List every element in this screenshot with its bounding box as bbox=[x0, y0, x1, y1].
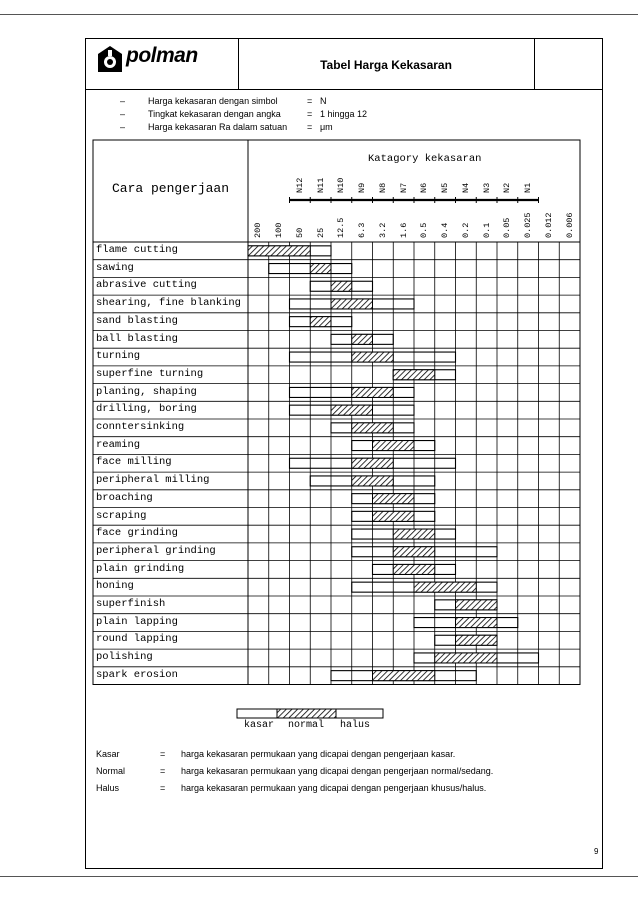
process-label: ball blasting bbox=[96, 332, 178, 345]
legend-text: Tingkat kekasaran dengan angka bbox=[148, 109, 281, 119]
n-class-label: N6 bbox=[419, 182, 430, 193]
legend-text: Harga kekasaran Ra dalam satuan bbox=[148, 122, 288, 132]
note-text: harga kekasaran permukaan yang dicapai dengan pengerjaan normal/sedang. bbox=[181, 766, 494, 776]
normal-range-bar bbox=[435, 653, 497, 663]
process-label: superfine turning bbox=[96, 367, 204, 380]
normal-range-bar bbox=[352, 476, 394, 486]
process-label: drilling, boring bbox=[96, 403, 197, 416]
normal-range-bar bbox=[373, 441, 415, 451]
brand-name: polman bbox=[126, 44, 198, 67]
n-class-label: N12 bbox=[294, 177, 305, 193]
ra-value-label: 0.5 bbox=[419, 222, 430, 238]
n-class-label: N5 bbox=[440, 182, 451, 193]
method-header: Cara pengerjaan bbox=[112, 181, 230, 196]
ra-value-label: 0.006 bbox=[564, 212, 575, 238]
key-normal-label: normal bbox=[288, 720, 325, 731]
process-label: round lapping bbox=[96, 633, 178, 646]
ra-value-label: 50 bbox=[294, 227, 305, 238]
process-label: abrasive cutting bbox=[96, 279, 197, 292]
process-label: honing bbox=[96, 580, 134, 593]
process-label: plain lapping bbox=[96, 615, 178, 628]
page-number: 9 bbox=[594, 847, 599, 856]
key-bar bbox=[236, 708, 386, 720]
n-class-label: N3 bbox=[481, 182, 492, 193]
normal-range-bar bbox=[373, 511, 415, 521]
note-term: Halus bbox=[96, 783, 120, 793]
normal-range-bar bbox=[393, 370, 435, 380]
category-header: Katagory kekasaran bbox=[368, 153, 482, 165]
legend-equals: = bbox=[307, 96, 313, 106]
ra-value-label: 12.5 bbox=[336, 217, 347, 238]
normal-range-bar bbox=[352, 352, 394, 362]
legend-equals: = bbox=[307, 122, 313, 132]
ra-value-label: 0.025 bbox=[523, 212, 534, 238]
normal-range-bar bbox=[373, 494, 415, 504]
ra-value-label: 0.012 bbox=[543, 212, 554, 238]
normal-range-bar bbox=[310, 264, 331, 274]
normal-range-bar bbox=[393, 529, 435, 539]
process-label: peripheral grinding bbox=[96, 544, 216, 557]
process-label: peripheral milling bbox=[96, 474, 210, 487]
legend-value: N bbox=[320, 96, 327, 106]
normal-range-bar bbox=[310, 317, 331, 327]
normal-range-bar bbox=[352, 334, 373, 344]
process-label: sawing bbox=[96, 261, 134, 274]
ra-value-label: 3.2 bbox=[377, 222, 388, 238]
n-class-label: N4 bbox=[460, 182, 471, 193]
key-fine-label: halus bbox=[340, 720, 371, 731]
normal-range-bar bbox=[393, 564, 435, 574]
normal-range-bar bbox=[331, 281, 352, 291]
process-label: planing, shaping bbox=[96, 385, 197, 398]
process-label: shearing, fine blanking bbox=[96, 297, 241, 310]
normal-range-bar bbox=[414, 582, 476, 592]
n-class-label: N10 bbox=[336, 177, 347, 193]
note-equals: = bbox=[160, 766, 166, 776]
normal-range-bar bbox=[352, 458, 394, 468]
ra-value-label: 0.2 bbox=[460, 222, 471, 238]
process-label: sand blasting bbox=[96, 314, 178, 327]
legend-value: μm bbox=[320, 122, 333, 132]
process-label: conntersinking bbox=[96, 421, 185, 433]
ra-value-label: 0.05 bbox=[502, 217, 513, 238]
ra-value-label: 1.6 bbox=[398, 222, 409, 238]
process-label: superfinish bbox=[96, 598, 166, 610]
process-label: face grinding bbox=[96, 527, 178, 540]
normal-range-bar bbox=[393, 547, 435, 557]
process-label: face milling bbox=[96, 456, 172, 469]
ra-value-label: 200 bbox=[253, 222, 264, 238]
normal-range-bar bbox=[456, 618, 498, 628]
legend-text: Harga kekasaran dengan simbol bbox=[148, 96, 278, 106]
normal-range-bar bbox=[331, 405, 373, 415]
process-label: reaming bbox=[96, 438, 141, 451]
legend-equals: = bbox=[307, 109, 313, 119]
process-label: plain grinding bbox=[96, 562, 185, 575]
note-term: Normal bbox=[96, 766, 126, 776]
note-equals: = bbox=[160, 749, 166, 759]
ra-value-label: 0.4 bbox=[440, 222, 451, 238]
process-label: flame cutting bbox=[96, 244, 178, 256]
n-class-label: N2 bbox=[502, 182, 513, 193]
n-class-label: N11 bbox=[315, 177, 326, 193]
legend-dash: – bbox=[120, 96, 126, 106]
process-label: polishing bbox=[96, 651, 153, 664]
page-title: Tabel Harga Kekasaran bbox=[320, 58, 452, 72]
n-class-label: N1 bbox=[523, 182, 534, 193]
n-class-label: N8 bbox=[377, 182, 388, 193]
normal-range-bar bbox=[248, 246, 310, 256]
process-label: turning bbox=[96, 350, 141, 363]
ra-value-label: 25 bbox=[315, 227, 326, 238]
key-coarse-label: kasar bbox=[244, 720, 275, 731]
process-label: broaching bbox=[96, 491, 153, 504]
legend-value: 1 hingga 12 bbox=[320, 109, 368, 119]
ra-value-label: 0.1 bbox=[481, 222, 492, 238]
note-term: Kasar bbox=[96, 749, 120, 759]
note-equals: = bbox=[160, 783, 166, 793]
process-label: spark erosion bbox=[96, 668, 178, 681]
n-class-label: N9 bbox=[357, 182, 368, 193]
note-text: harga kekasaran permukaan yang dicapai dengan pengerjaan kasar. bbox=[181, 749, 456, 759]
normal-range-bar bbox=[331, 299, 373, 309]
ra-value-label: 100 bbox=[274, 222, 285, 238]
process-label: scraping bbox=[96, 509, 147, 522]
normal-range-bar bbox=[456, 600, 498, 610]
normal-range-bar bbox=[373, 671, 435, 681]
note-text: harga kekasaran permukaan yang dicapai dengan pengerjaan khusus/halus. bbox=[181, 783, 487, 793]
legend-dash: – bbox=[120, 122, 126, 132]
legend-dash: – bbox=[120, 109, 126, 119]
normal-range-bar bbox=[352, 387, 394, 397]
normal-range-bar bbox=[352, 423, 394, 433]
ra-value-label: 6.3 bbox=[357, 222, 368, 238]
normal-range-bar bbox=[456, 635, 498, 645]
n-class-label: N7 bbox=[398, 182, 409, 193]
